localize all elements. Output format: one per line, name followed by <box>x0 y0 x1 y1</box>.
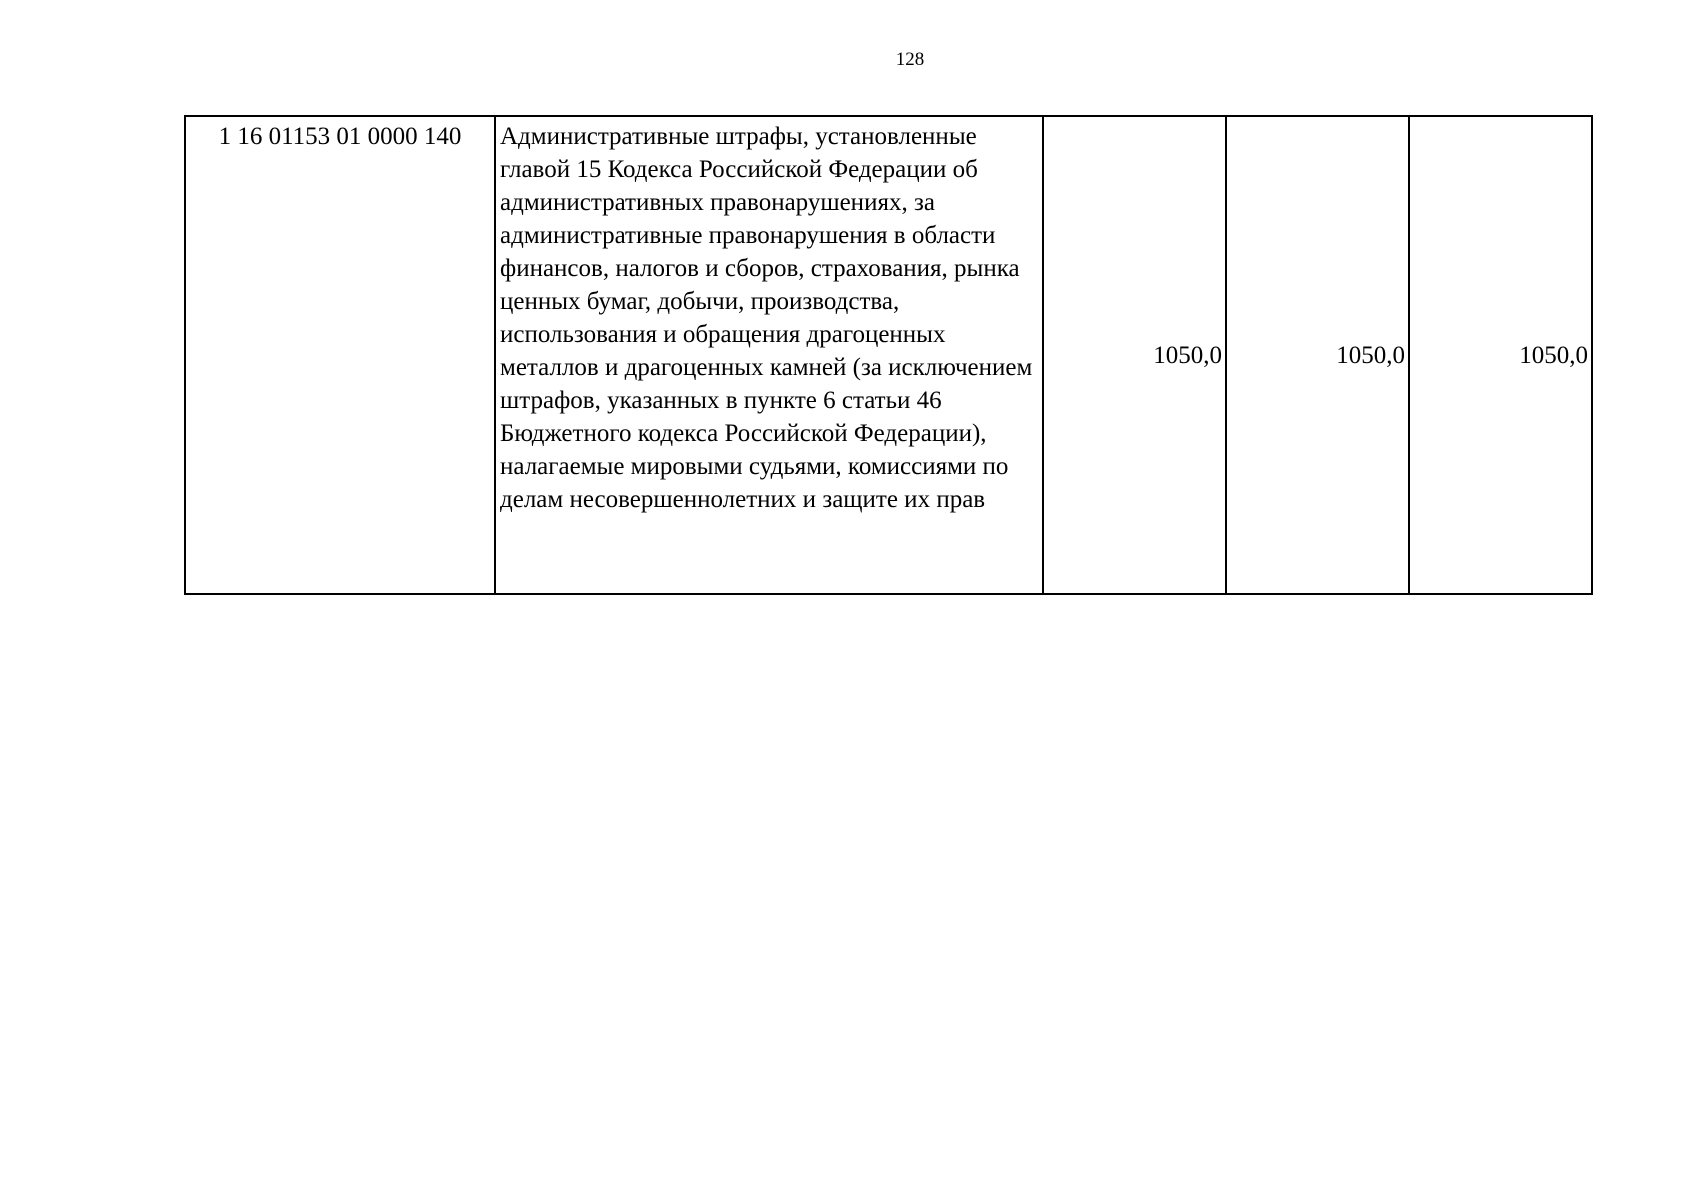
budget-classification-code: 1 16 01153 01 0000 140 <box>185 116 495 594</box>
budget-table <box>184 115 1593 595</box>
income-description: Административные штрафы, установленные главой 15 Кодекса Российской Федерации об административных правонарушениях, за административные правонарушения в области финансов, налогов и сборов, страхования, рынка ценных бумаг, добычи, производства, использования и обращения драгоценных металлов и драгоценных камней (за исключением штрафов, указанных в пункте 6 статьи 46 Бюджетного кодекса Российской Федерации), налагаемые мировыми судьями, комиссиями по делам несовершеннолетних и защите их прав <box>495 116 1043 594</box>
amount-cell-2: 1050,0 <box>1226 116 1409 594</box>
table-row <box>185 116 1592 594</box>
amount-cell-1: 1050,0 <box>1043 116 1226 594</box>
page-number: 128 <box>895 49 925 70</box>
amount-cell-3: 1050,0 <box>1409 116 1592 594</box>
